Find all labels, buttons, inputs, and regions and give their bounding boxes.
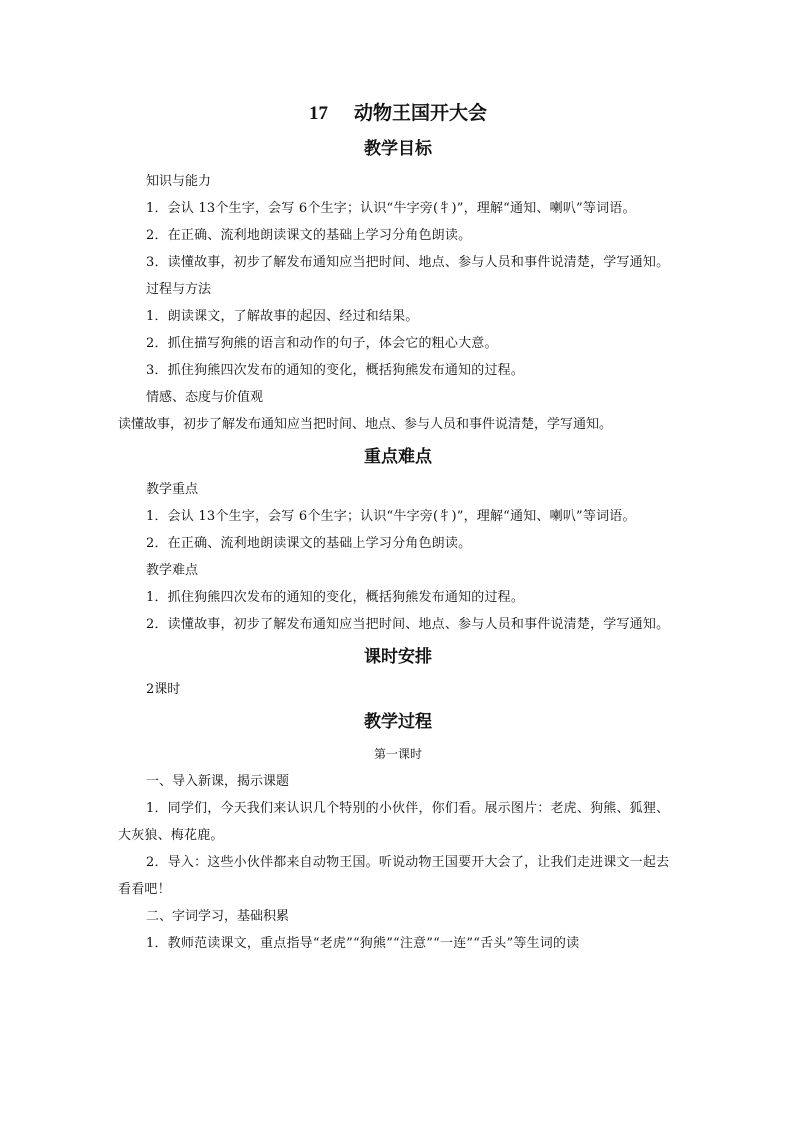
lesson-title-text: 动物王国开大会: [353, 102, 487, 124]
part1-item-2: 2．导入：这些小伙伴都来自动物王国。听说动物王国要开大会了，让我们走进课文一起去看看吧！: [118, 855, 670, 897]
objectives-heading: 教学目标: [364, 139, 432, 159]
difficulty-item-1: 1．抓住狗熊四次发布的通知的变化，概括狗熊发布通知的过程。: [146, 590, 525, 605]
knowledge-item-1: 1．会认 13个生字，会写 6个生字；认识“牛字旁(牜)”，理解“通知、喇叭”等词语。: [146, 201, 636, 216]
schedule-text: 2课时: [146, 682, 181, 697]
process-method-item-2: 2．抓住描写狗熊的语言和动作的句子，体会它的粗心大意。: [146, 336, 498, 351]
knowledge-label: 知识与能力: [146, 174, 212, 189]
process-method-label: 过程与方法: [146, 282, 212, 297]
process-method-item-1: 1．朗读课文，了解故事的起因、经过和结果。: [146, 309, 419, 324]
knowledge-item-2: 2．在正确、流利地朗读课文的基础上学习分角色朗读。: [146, 228, 472, 243]
part1-item-1: 1．同学们，今天我们来认识几个特别的小伙伴，你们看。展示图片：老虎、狗熊、狐狸、大灰狼、梅花鹿。: [118, 801, 670, 843]
difficulty-item-2: 2．读懂故事，初步了解发布通知应当把时间、地点、参与人员和事件说清楚，学写通知。: [146, 617, 670, 632]
teaching-process-heading: 教学过程: [364, 712, 432, 732]
focus-label: 教学重点: [146, 482, 199, 497]
part2-label: 二、字词学习，基础积累: [146, 909, 290, 924]
knowledge-item-3: 3．读懂故事，初步了解发布通知应当把时间、地点、参与人员和事件说清楚，学写通知。: [146, 255, 670, 270]
focus-item-2: 2．在正确、流利地朗读课文的基础上学习分角色朗读。: [146, 536, 472, 551]
document-body: [118, 96, 678, 957]
part1-label: 一、导入新课，揭示课题: [146, 774, 290, 789]
difficulty-label: 教学难点: [146, 563, 199, 578]
process-method-item-3: 3．抓住狗熊四次发布的通知的变化，概括狗熊发布通知的过程。: [146, 363, 525, 378]
values-label: 情感、态度与价值观: [146, 390, 264, 405]
lesson-title: [118, 96, 678, 130]
part2-item-1: 1．教师范读课文，重点指导“老虎”“狗熊”“注意”“一连”“舌头”等生词的读: [146, 936, 580, 951]
period-label: 第一课时: [373, 747, 422, 761]
lesson-number: 17: [308, 103, 328, 124]
keypoints-heading: 重点难点: [364, 447, 432, 467]
focus-item-1: 1．会认 13个生字，会写 6个生字；认识“牛字旁(牜)”，理解“通知、喇叭”等词语。: [146, 509, 636, 524]
values-text: 读懂故事，初步了解发布通知应当把时间、地点、参与人员和事件说清楚，学写通知。: [118, 417, 613, 432]
schedule-heading: 课时安排: [364, 647, 432, 667]
